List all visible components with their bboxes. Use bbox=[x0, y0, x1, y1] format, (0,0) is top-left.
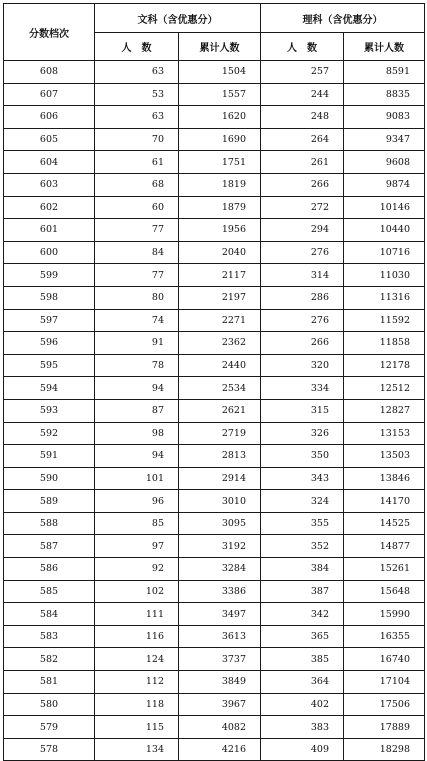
arts-count-cell: 116 bbox=[95, 625, 179, 648]
arts-cumulative-cell: 3849 bbox=[179, 671, 261, 694]
arts-count-cell: 97 bbox=[95, 535, 179, 558]
arts-count-cell: 87 bbox=[95, 399, 179, 422]
arts-count-cell: 74 bbox=[95, 309, 179, 332]
table-row bbox=[4, 693, 425, 716]
score-cell: 601 bbox=[4, 219, 95, 242]
arts-cumulative-cell: 3737 bbox=[179, 648, 261, 671]
science-count-cell: 261 bbox=[261, 151, 344, 174]
table-row bbox=[4, 219, 425, 242]
table-row bbox=[4, 83, 425, 106]
science-cumulative-cell: 15990 bbox=[344, 603, 425, 626]
science-count-header: 人 数 bbox=[261, 33, 344, 61]
arts-cumulative-cell: 1504 bbox=[179, 61, 261, 84]
science-cumulative-cell: 11592 bbox=[344, 309, 425, 332]
arts-count-cell: 68 bbox=[95, 173, 179, 196]
score-cell: 608 bbox=[4, 61, 95, 84]
science-count-cell: 257 bbox=[261, 61, 344, 84]
score-cell: 583 bbox=[4, 625, 95, 648]
science-count-cell: 384 bbox=[261, 558, 344, 581]
score-cell: 580 bbox=[4, 693, 95, 716]
science-count-cell: 314 bbox=[261, 264, 344, 287]
table-row bbox=[4, 128, 425, 151]
science-cumulative-header: 累计人数 bbox=[344, 33, 425, 61]
arts-cumulative-cell: 2719 bbox=[179, 422, 261, 445]
arts-count-cell: 94 bbox=[95, 377, 179, 400]
arts-cumulative-cell: 2271 bbox=[179, 309, 261, 332]
science-cumulative-cell: 16740 bbox=[344, 648, 425, 671]
table-row bbox=[4, 558, 425, 581]
table-row bbox=[4, 512, 425, 535]
arts-cumulative-cell: 2914 bbox=[179, 467, 261, 490]
arts-count-cell: 63 bbox=[95, 106, 179, 129]
science-count-cell: 385 bbox=[261, 648, 344, 671]
science-count-cell: 248 bbox=[261, 106, 344, 129]
science-count-cell: 334 bbox=[261, 377, 344, 400]
science-cumulative-cell: 9608 bbox=[344, 151, 425, 174]
arts-cumulative-cell: 2440 bbox=[179, 354, 261, 377]
science-cumulative-cell: 13503 bbox=[344, 445, 425, 468]
arts-cumulative-header: 累计人数 bbox=[179, 33, 261, 61]
science-cumulative-cell: 10146 bbox=[344, 196, 425, 219]
score-cell: 581 bbox=[4, 671, 95, 694]
arts-cumulative-cell: 1956 bbox=[179, 219, 261, 242]
table-row bbox=[4, 603, 425, 626]
arts-cumulative-cell: 2362 bbox=[179, 332, 261, 355]
table-row bbox=[4, 716, 425, 739]
arts-cumulative-cell: 3095 bbox=[179, 512, 261, 535]
score-cell: 599 bbox=[4, 264, 95, 287]
arts-count-cell: 77 bbox=[95, 219, 179, 242]
arts-count-cell: 124 bbox=[95, 648, 179, 671]
science-cumulative-cell: 17506 bbox=[344, 693, 425, 716]
science-count-cell: 352 bbox=[261, 535, 344, 558]
science-count-cell: 286 bbox=[261, 286, 344, 309]
score-cell: 603 bbox=[4, 173, 95, 196]
science-cumulative-cell: 12178 bbox=[344, 354, 425, 377]
science-cumulative-cell: 11030 bbox=[344, 264, 425, 287]
arts-cumulative-cell: 2040 bbox=[179, 241, 261, 264]
header-row-groups bbox=[4, 4, 425, 33]
arts-cumulative-cell: 2534 bbox=[179, 377, 261, 400]
science-count-cell: 326 bbox=[261, 422, 344, 445]
score-cell: 587 bbox=[4, 535, 95, 558]
arts-count-cell: 61 bbox=[95, 151, 179, 174]
science-cumulative-cell: 15261 bbox=[344, 558, 425, 581]
science-count-cell: 266 bbox=[261, 173, 344, 196]
science-cumulative-cell: 8591 bbox=[344, 61, 425, 84]
science-cumulative-cell: 9083 bbox=[344, 106, 425, 129]
table-row bbox=[4, 241, 425, 264]
table-row bbox=[4, 445, 425, 468]
arts-cumulative-cell: 2197 bbox=[179, 286, 261, 309]
score-cell: 588 bbox=[4, 512, 95, 535]
table-row bbox=[4, 332, 425, 355]
arts-count-cell: 78 bbox=[95, 354, 179, 377]
table-row bbox=[4, 422, 425, 445]
arts-count-cell: 134 bbox=[95, 738, 179, 761]
science-count-cell: 409 bbox=[261, 738, 344, 761]
table-row bbox=[4, 377, 425, 400]
science-count-cell: 324 bbox=[261, 490, 344, 513]
arts-group-header: 文科（含优惠分） bbox=[95, 4, 261, 33]
arts-count-cell: 115 bbox=[95, 716, 179, 739]
arts-cumulative-cell: 3192 bbox=[179, 535, 261, 558]
science-cumulative-cell: 17889 bbox=[344, 716, 425, 739]
science-cumulative-cell: 11316 bbox=[344, 286, 425, 309]
arts-cumulative-cell: 1557 bbox=[179, 83, 261, 106]
arts-count-cell: 118 bbox=[95, 693, 179, 716]
arts-count-cell: 60 bbox=[95, 196, 179, 219]
science-cumulative-cell: 14525 bbox=[344, 512, 425, 535]
table-row bbox=[4, 490, 425, 513]
science-count-cell: 276 bbox=[261, 241, 344, 264]
score-cell: 606 bbox=[4, 106, 95, 129]
score-cell: 585 bbox=[4, 580, 95, 603]
arts-cumulative-cell: 4082 bbox=[179, 716, 261, 739]
science-count-cell: 387 bbox=[261, 580, 344, 603]
table-row bbox=[4, 625, 425, 648]
arts-cumulative-cell: 3613 bbox=[179, 625, 261, 648]
score-cell: 597 bbox=[4, 309, 95, 332]
science-count-cell: 264 bbox=[261, 128, 344, 151]
table-row bbox=[4, 151, 425, 174]
arts-cumulative-cell: 3967 bbox=[179, 693, 261, 716]
science-count-cell: 342 bbox=[261, 603, 344, 626]
table-body bbox=[4, 61, 425, 761]
science-cumulative-cell: 12827 bbox=[344, 399, 425, 422]
arts-count-cell: 111 bbox=[95, 603, 179, 626]
science-count-cell: 383 bbox=[261, 716, 344, 739]
score-cell: 591 bbox=[4, 445, 95, 468]
science-count-cell: 266 bbox=[261, 332, 344, 355]
science-count-cell: 355 bbox=[261, 512, 344, 535]
arts-cumulative-cell: 3497 bbox=[179, 603, 261, 626]
arts-count-cell: 98 bbox=[95, 422, 179, 445]
arts-cumulative-cell: 4216 bbox=[179, 738, 261, 761]
arts-cumulative-cell: 1620 bbox=[179, 106, 261, 129]
table-row bbox=[4, 399, 425, 422]
science-cumulative-cell: 11858 bbox=[344, 332, 425, 355]
arts-cumulative-cell: 1690 bbox=[179, 128, 261, 151]
arts-count-header: 人 数 bbox=[95, 33, 179, 61]
table-row bbox=[4, 671, 425, 694]
arts-count-cell: 91 bbox=[95, 332, 179, 355]
table-row bbox=[4, 738, 425, 761]
arts-count-cell: 101 bbox=[95, 467, 179, 490]
science-cumulative-cell: 13846 bbox=[344, 467, 425, 490]
table-row bbox=[4, 309, 425, 332]
arts-count-cell: 112 bbox=[95, 671, 179, 694]
arts-count-cell: 80 bbox=[95, 286, 179, 309]
science-cumulative-cell: 14170 bbox=[344, 490, 425, 513]
science-cumulative-cell: 16355 bbox=[344, 625, 425, 648]
score-cell: 582 bbox=[4, 648, 95, 671]
science-count-cell: 343 bbox=[261, 467, 344, 490]
arts-count-cell: 96 bbox=[95, 490, 179, 513]
score-cell: 594 bbox=[4, 377, 95, 400]
arts-cumulative-cell: 1879 bbox=[179, 196, 261, 219]
score-cell: 589 bbox=[4, 490, 95, 513]
table-row bbox=[4, 648, 425, 671]
science-cumulative-cell: 9874 bbox=[344, 173, 425, 196]
score-cell: 604 bbox=[4, 151, 95, 174]
score-cell: 584 bbox=[4, 603, 95, 626]
science-cumulative-cell: 13153 bbox=[344, 422, 425, 445]
score-distribution-table bbox=[3, 3, 425, 761]
science-count-cell: 320 bbox=[261, 354, 344, 377]
arts-cumulative-cell: 3010 bbox=[179, 490, 261, 513]
score-column-header: 分数档次 bbox=[4, 4, 95, 61]
science-cumulative-cell: 14877 bbox=[344, 535, 425, 558]
arts-count-cell: 77 bbox=[95, 264, 179, 287]
science-count-cell: 276 bbox=[261, 309, 344, 332]
table-header bbox=[4, 4, 425, 61]
arts-cumulative-cell: 3386 bbox=[179, 580, 261, 603]
science-group-header: 理科（含优惠分） bbox=[261, 4, 425, 33]
table-row bbox=[4, 173, 425, 196]
science-cumulative-cell: 18298 bbox=[344, 738, 425, 761]
arts-count-cell: 63 bbox=[95, 61, 179, 84]
table-row bbox=[4, 535, 425, 558]
science-cumulative-cell: 10716 bbox=[344, 241, 425, 264]
arts-cumulative-cell: 2621 bbox=[179, 399, 261, 422]
science-cumulative-cell: 15648 bbox=[344, 580, 425, 603]
science-cumulative-cell: 8835 bbox=[344, 83, 425, 106]
arts-count-cell: 94 bbox=[95, 445, 179, 468]
table-row bbox=[4, 196, 425, 219]
score-cell: 595 bbox=[4, 354, 95, 377]
science-count-cell: 294 bbox=[261, 219, 344, 242]
arts-count-cell: 85 bbox=[95, 512, 179, 535]
arts-count-cell: 92 bbox=[95, 558, 179, 581]
arts-count-cell: 84 bbox=[95, 241, 179, 264]
science-cumulative-cell: 17104 bbox=[344, 671, 425, 694]
arts-count-cell: 102 bbox=[95, 580, 179, 603]
arts-count-cell: 70 bbox=[95, 128, 179, 151]
arts-cumulative-cell: 3284 bbox=[179, 558, 261, 581]
science-count-cell: 365 bbox=[261, 625, 344, 648]
table-row bbox=[4, 264, 425, 287]
science-count-cell: 350 bbox=[261, 445, 344, 468]
arts-cumulative-cell: 1819 bbox=[179, 173, 261, 196]
score-cell: 605 bbox=[4, 128, 95, 151]
score-cell: 586 bbox=[4, 558, 95, 581]
arts-count-cell: 53 bbox=[95, 83, 179, 106]
science-count-cell: 272 bbox=[261, 196, 344, 219]
table-row bbox=[4, 467, 425, 490]
science-count-cell: 402 bbox=[261, 693, 344, 716]
table-row bbox=[4, 106, 425, 129]
score-cell: 578 bbox=[4, 738, 95, 761]
science-cumulative-cell: 10440 bbox=[344, 219, 425, 242]
science-cumulative-cell: 9347 bbox=[344, 128, 425, 151]
score-cell: 579 bbox=[4, 716, 95, 739]
score-cell: 593 bbox=[4, 399, 95, 422]
science-cumulative-cell: 12512 bbox=[344, 377, 425, 400]
arts-cumulative-cell: 2117 bbox=[179, 264, 261, 287]
score-cell: 600 bbox=[4, 241, 95, 264]
score-cell: 592 bbox=[4, 422, 95, 445]
score-cell: 602 bbox=[4, 196, 95, 219]
table-row bbox=[4, 61, 425, 84]
arts-cumulative-cell: 2813 bbox=[179, 445, 261, 468]
table-row bbox=[4, 286, 425, 309]
science-count-cell: 364 bbox=[261, 671, 344, 694]
score-cell: 596 bbox=[4, 332, 95, 355]
table-row bbox=[4, 354, 425, 377]
score-cell: 607 bbox=[4, 83, 95, 106]
score-cell: 590 bbox=[4, 467, 95, 490]
table-row bbox=[4, 580, 425, 603]
science-count-cell: 244 bbox=[261, 83, 344, 106]
science-count-cell: 315 bbox=[261, 399, 344, 422]
score-cell: 598 bbox=[4, 286, 95, 309]
arts-cumulative-cell: 1751 bbox=[179, 151, 261, 174]
